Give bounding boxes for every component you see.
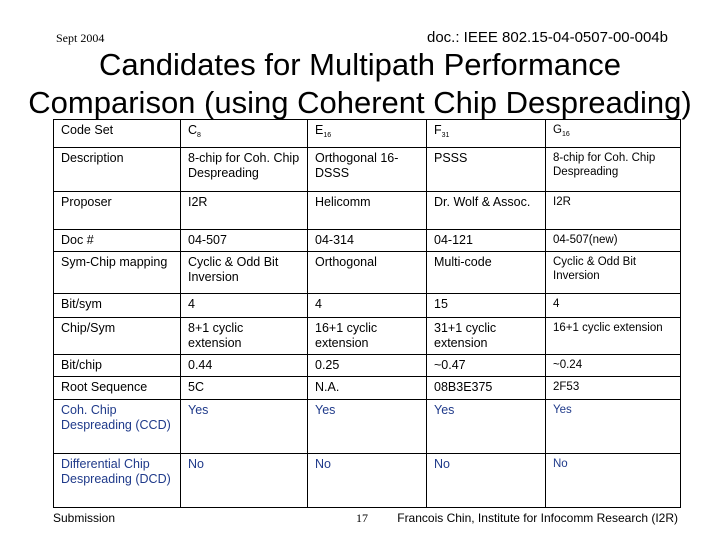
row-label: Root Sequence — [54, 377, 181, 400]
footer-page-number: 17 — [356, 511, 368, 525]
table-row-description — [54, 148, 681, 192]
table-cell: No — [308, 454, 427, 508]
table-row-dcd — [54, 454, 681, 508]
slide-title-line-2: Comparison (using Coherent Chip Despreading) — [28, 85, 692, 120]
table-cell: 0.25 — [308, 355, 427, 377]
table-row-sym-chip-mapping — [54, 252, 681, 294]
table-cell: Yes — [308, 400, 427, 454]
table-cell: 04-121 — [427, 230, 546, 252]
table-cell: 04-314 — [308, 230, 427, 252]
table-cell: Orthogonal 16-DSSS — [308, 148, 427, 192]
table-row-doc — [54, 230, 681, 252]
table-cell: Dr. Wolf & Assoc. — [427, 192, 546, 230]
table-cell: 2F53 — [546, 377, 681, 400]
table-cell: 08B3E375 — [427, 377, 546, 400]
table-cell: No — [546, 454, 681, 508]
header-cell-f31 — [427, 120, 546, 148]
table-cell: Orthogonal — [308, 252, 427, 294]
slide-title-line-1: Candidates for Multipath Performance — [98, 47, 622, 82]
row-label: Chip/Sym — [54, 318, 181, 355]
comparison-table — [53, 119, 681, 508]
table-cell: 5C — [181, 377, 308, 400]
table-cell: 16+1 cyclic extension — [308, 318, 427, 355]
table-cell: I2R — [181, 192, 308, 230]
code-subscript: 31 — [441, 132, 450, 139]
code-letter: C — [188, 123, 198, 137]
table-row-bit-sym — [54, 294, 681, 318]
table-row-ccd — [54, 400, 681, 454]
table-header-row — [54, 120, 681, 148]
row-label: Doc # — [54, 230, 181, 252]
table-cell: Cyclic & Odd Bit Inversion — [546, 252, 681, 294]
row-label: Proposer — [54, 192, 181, 230]
table-cell: Yes — [181, 400, 308, 454]
header-cell-e16 — [308, 120, 427, 148]
table-row-proposer — [54, 192, 681, 230]
table-cell: Yes — [427, 400, 546, 454]
table-cell: Yes — [546, 400, 681, 454]
code-letter: F — [434, 123, 442, 137]
row-label: Bit/chip — [54, 355, 181, 377]
table-cell: Helicomm — [308, 192, 427, 230]
row-label: Differential Chip Despreading (DCD) — [54, 454, 181, 508]
table-row-root-sequence — [54, 377, 681, 400]
header-date: Sept 2004 — [56, 31, 105, 45]
table-cell: 4 — [546, 294, 681, 318]
table-cell: 4 — [181, 294, 308, 318]
table-cell: 04-507(new) — [546, 230, 681, 252]
header-cell-code-set: Code Set — [54, 120, 181, 148]
table-cell: ~0.24 — [546, 355, 681, 377]
row-label: Description — [54, 148, 181, 192]
table-cell: 0.44 — [181, 355, 308, 377]
slide-title — [0, 46, 720, 122]
header-doc-id: doc.: IEEE 802.15-04-0507-00-004b — [426, 29, 668, 46]
table-cell: No — [427, 454, 546, 508]
table-cell: PSSS — [427, 148, 546, 192]
table-cell: I2R — [546, 192, 681, 230]
table-cell: ~0.47 — [427, 355, 546, 377]
row-label: Bit/sym — [54, 294, 181, 318]
table-cell: No — [181, 454, 308, 508]
table-cell: Multi-code — [427, 252, 546, 294]
table-cell: 04-507 — [181, 230, 308, 252]
code-letter: E — [315, 123, 324, 137]
header-cell-g16 — [546, 120, 681, 148]
table-cell: 31+1 cyclic extension — [427, 318, 546, 355]
table-row-bit-chip — [54, 355, 681, 377]
table-cell: 16+1 cyclic extension — [546, 318, 681, 355]
code-subscript: 16 — [561, 131, 570, 138]
table-cell: 8+1 cyclic extension — [181, 318, 308, 355]
table-cell: 8-chip for Coh. Chip Despreading — [546, 148, 681, 192]
table-cell: 8-chip for Coh. Chip Despreading — [181, 148, 308, 192]
code-letter: G — [553, 124, 562, 136]
table-cell: N.A. — [308, 377, 427, 400]
footer-author: Francois Chin, Institute for Infocomm Research (I2R) — [397, 511, 678, 525]
row-label: Coh. Chip Despreading (CCD) — [54, 400, 181, 454]
row-label: Sym-Chip mapping — [54, 252, 181, 294]
header-cell-c8 — [181, 120, 308, 148]
table-row-chip-sym — [54, 318, 681, 355]
code-subscript: 8 — [197, 132, 201, 139]
table-cell: 15 — [427, 294, 546, 318]
footer-submission: Submission — [53, 511, 116, 525]
table-cell: 4 — [308, 294, 427, 318]
code-subscript: 16 — [323, 132, 332, 139]
table-cell: Cyclic & Odd Bit Inversion — [181, 252, 308, 294]
